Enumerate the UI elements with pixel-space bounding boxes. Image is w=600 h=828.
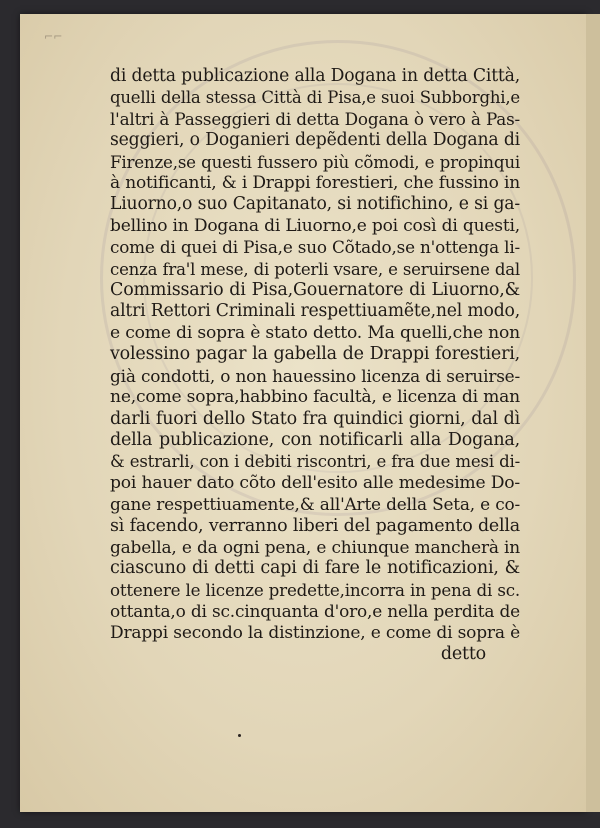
text-line: gane respettiuamente,& all'Arte della Seta, e co-	[110, 494, 520, 515]
text-line: bellino in Dogana di Liuorno,e poi così di questi,	[110, 215, 521, 236]
catchword: detto	[440, 643, 486, 664]
text-line: della publicazione, con notificarli alla Dogana,	[110, 429, 520, 450]
text-line: Liuorno,o suo Capitanato, si notifichino, e si ga-	[110, 194, 520, 215]
text-line: volessino pagar la gabella de Drappi forestieri,	[110, 344, 520, 365]
text-line: ne,come sopra,habbino facultà, e licenza di man	[110, 387, 520, 408]
text-line: e come di sopra è stato detto. Ma quelli,che non	[110, 322, 520, 343]
text-line: sì facendo, verranno liberi del pagamento della	[110, 515, 520, 536]
text-line: Drappi secondo la distinzione, e come di sopra è	[110, 622, 520, 643]
text-line: Commissario di Pisa,Gouernatore di Liuorno,&	[110, 280, 520, 301]
next-page-edge	[586, 14, 600, 812]
ink-dot	[238, 734, 241, 737]
body-text	[110, 66, 520, 665]
text-line: ciascuno di detti capi di fare le notificazioni, &	[110, 558, 520, 579]
text-line: quelli della stessa Città di Pisa,e suoi Subborghi,e	[110, 88, 520, 108]
text-line: l'altri à Passeggieri di detta Dogana ò vero à Pas-	[110, 108, 520, 129]
text-line: seggieri, o Doganieri depẽdenti della Dogana di	[110, 130, 520, 151]
pencil-mark: ⌐⌐	[44, 30, 63, 43]
text-line: come di quei di Pisa,e suo Cõtado,se n'ottenga li-	[110, 237, 520, 258]
text-line: ottenere le licenze predette,incorra in pena di sc.	[110, 579, 520, 600]
text-line: darli fuori dello Stato fra quindici giorni, dal dì	[110, 408, 520, 429]
text-line: cenza fra'l mese, di poterli vsare, e seruirsene dal	[110, 259, 520, 279]
text-line: gabella, e da ogni pena, e chiunque mancherà in	[110, 536, 520, 557]
text-line: Firenze,se questi fussero più cõmodi, e propinqui	[110, 152, 520, 172]
text-line: già condotti, o non hauessino licenza di seruirse-	[110, 365, 520, 386]
text-line: altri Rettori Criminali respettiuamẽte,nel modo,	[110, 301, 520, 322]
text-line: poi hauer dato cõto dell'esito alle medesime Do-	[110, 472, 520, 493]
text-line: & estrarli, con i debiti riscontri, e fra due mesi di-	[110, 452, 520, 472]
text-line: di detta publicazione alla Dogana in detta Città,	[110, 66, 520, 86]
text-line: à notificanti, & i Drappi forestieri, che fussino in	[110, 173, 520, 194]
text-line: ottanta,o di sc.cinquanta d'oro,e nella perdita de	[110, 601, 520, 622]
